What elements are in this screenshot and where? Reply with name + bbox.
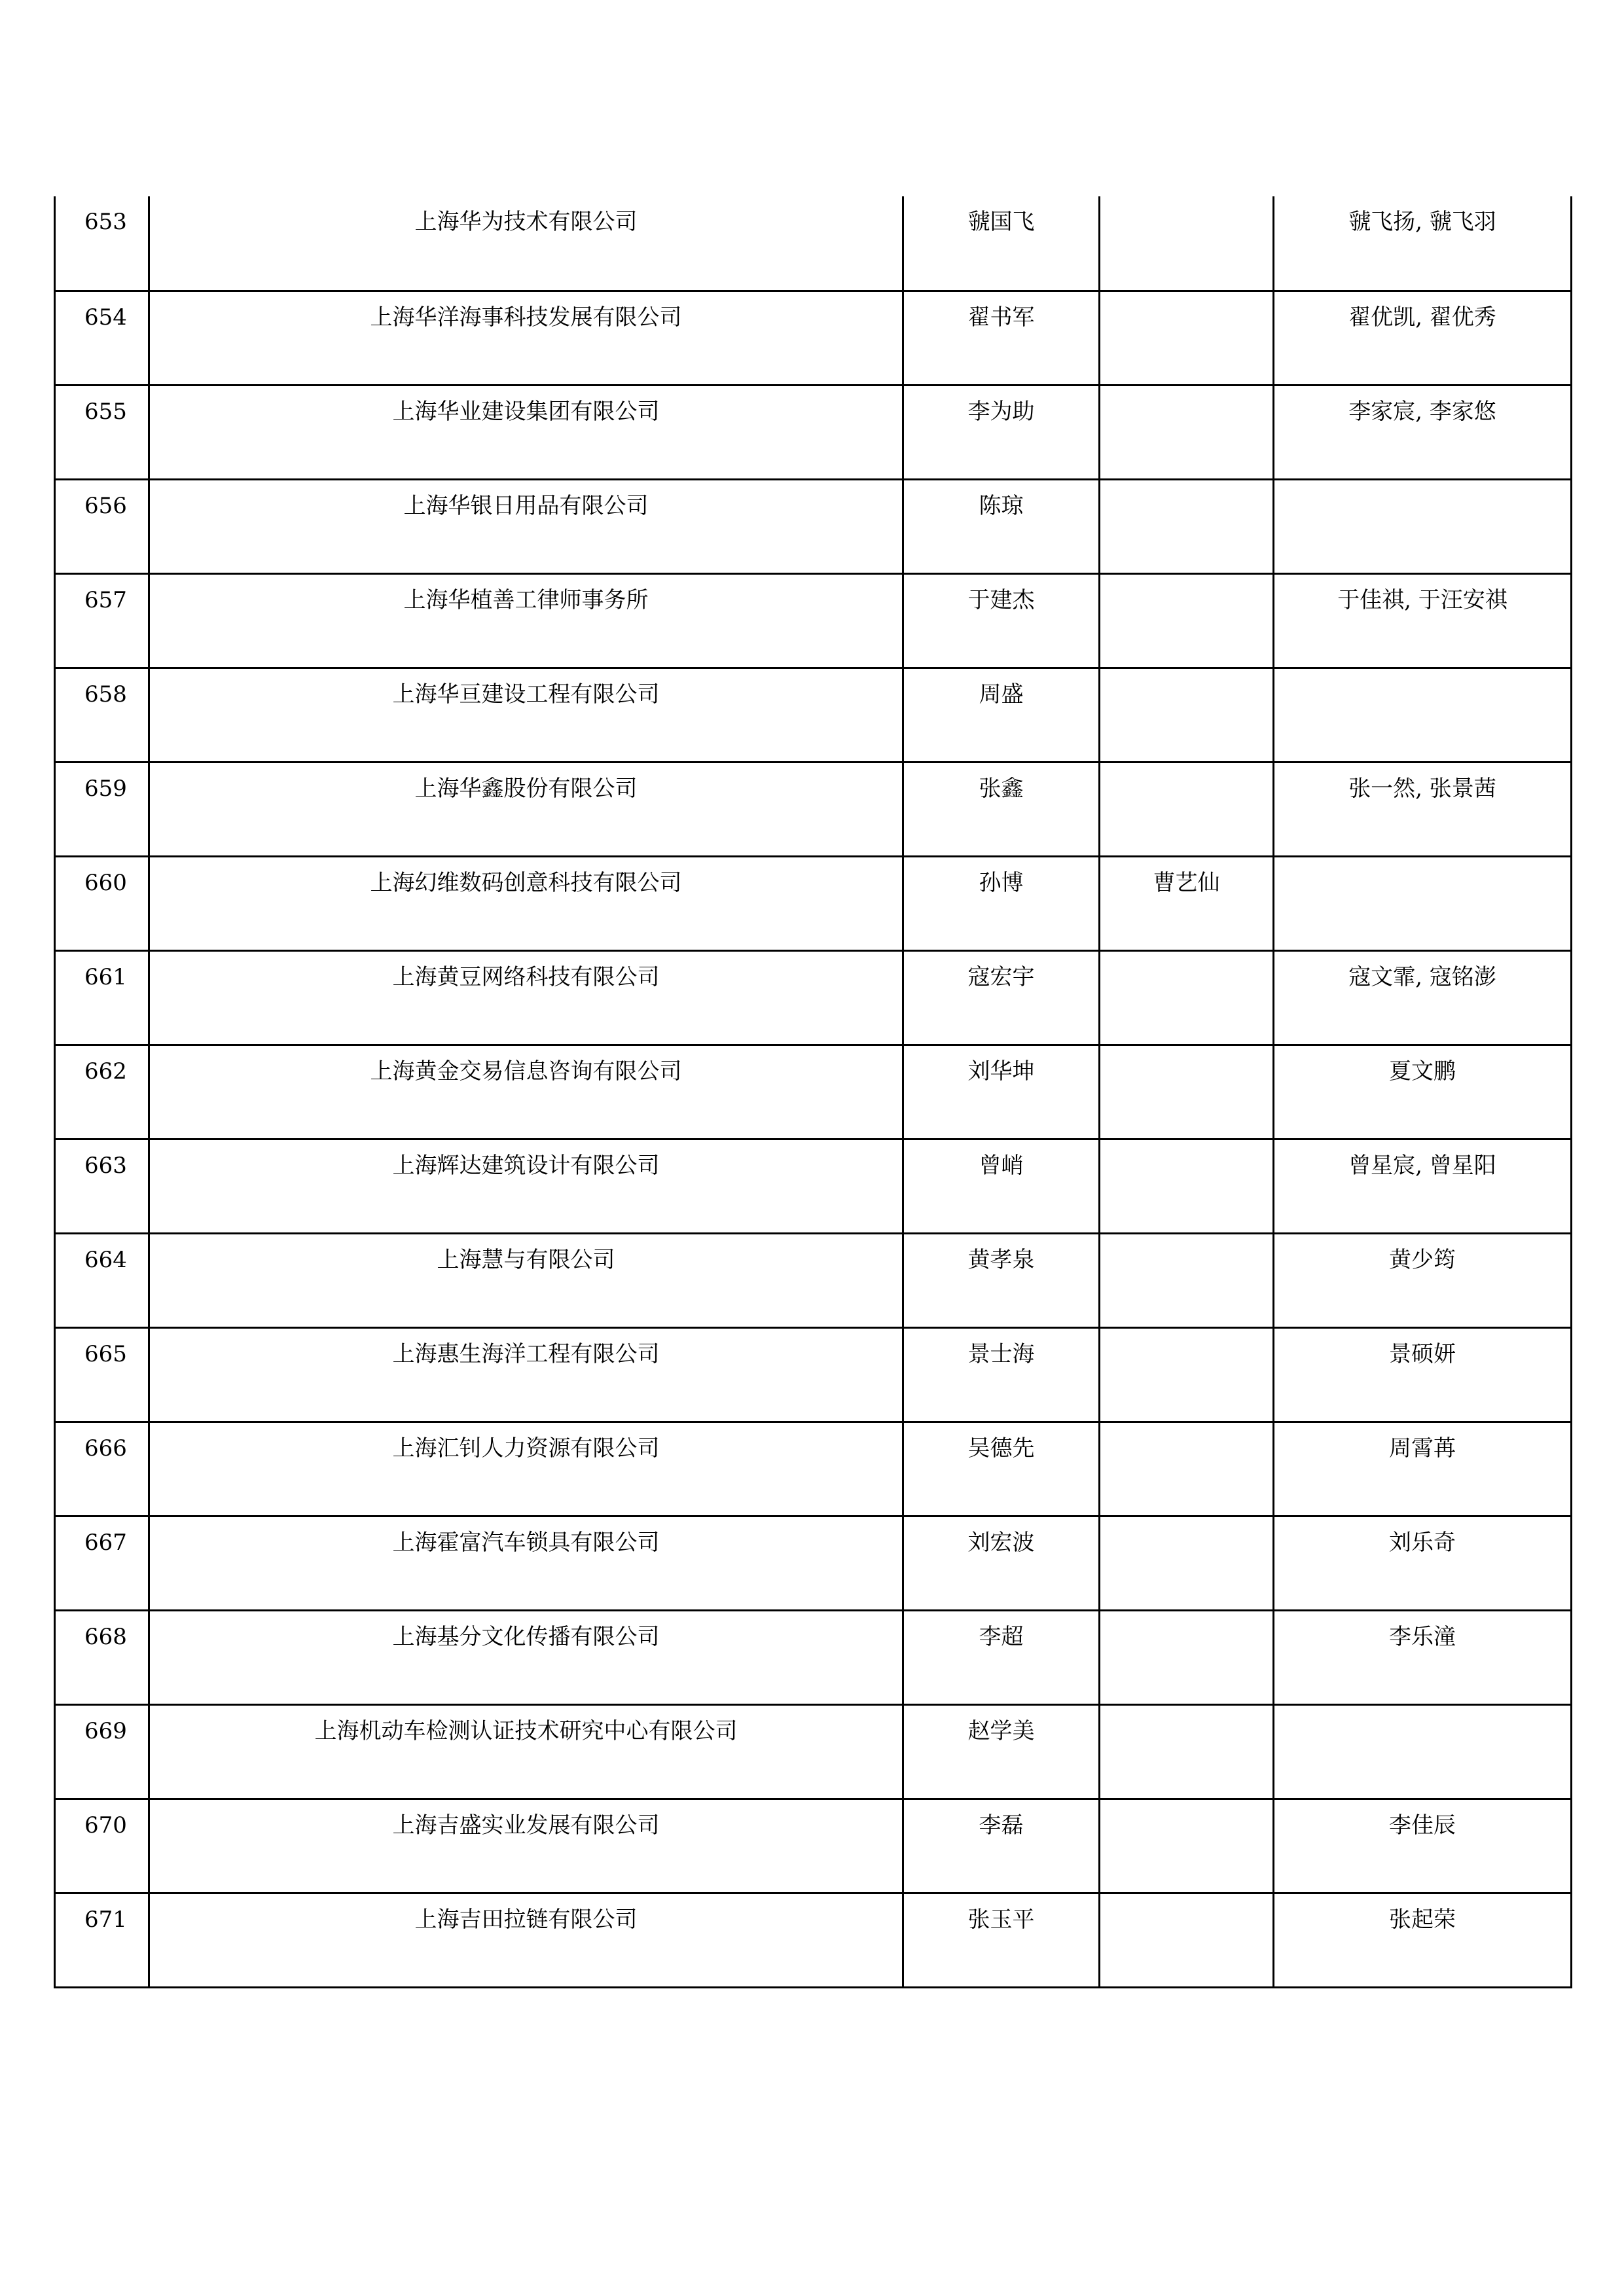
family-names-cell — [1274, 479, 1572, 573]
table-row — [55, 573, 1572, 668]
person-name-cell: 赵学美 — [903, 1704, 1100, 1799]
extra-name-cell — [1100, 1893, 1274, 1987]
extra-name-cell — [1100, 950, 1274, 1045]
row-number-cell: 663 — [55, 1139, 149, 1233]
row-number-cell: 661 — [55, 950, 149, 1045]
family-names-cell: 寇文霏, 寇铭澎 — [1274, 950, 1572, 1045]
company-name-cell: 上海华鑫股份有限公司 — [149, 762, 903, 856]
row-number-cell: 664 — [55, 1233, 149, 1327]
family-names-cell: 李乐潼 — [1274, 1610, 1572, 1704]
person-name-cell: 景士海 — [903, 1327, 1100, 1422]
extra-name-cell: 曹艺仙 — [1100, 856, 1274, 950]
table-row — [55, 1045, 1572, 1139]
person-name-cell: 刘华坤 — [903, 1045, 1100, 1139]
person-name-cell: 刘宏波 — [903, 1516, 1100, 1610]
table-row — [55, 1139, 1572, 1233]
row-number-cell: 667 — [55, 1516, 149, 1610]
row-number-cell: 669 — [55, 1704, 149, 1799]
extra-name-cell — [1100, 1610, 1274, 1704]
company-name-cell: 上海霍富汽车锁具有限公司 — [149, 1516, 903, 1610]
extra-name-cell — [1100, 1422, 1274, 1516]
extra-name-cell — [1100, 668, 1274, 762]
table-row — [55, 1799, 1572, 1893]
company-name-cell: 上海黄金交易信息咨询有限公司 — [149, 1045, 903, 1139]
extra-name-cell — [1100, 1799, 1274, 1893]
company-name-cell: 上海华银日用品有限公司 — [149, 479, 903, 573]
company-name-cell: 上海华为技术有限公司 — [149, 196, 903, 291]
family-names-cell: 景硕妍 — [1274, 1327, 1572, 1422]
table-row — [55, 1422, 1572, 1516]
extra-name-cell — [1100, 762, 1274, 856]
company-name-cell: 上海基分文化传播有限公司 — [149, 1610, 903, 1704]
person-name-cell: 张鑫 — [903, 762, 1100, 856]
extra-name-cell — [1100, 385, 1274, 479]
company-name-cell: 上海机动车检测认证技术研究中心有限公司 — [149, 1704, 903, 1799]
person-name-cell: 寇宏宇 — [903, 950, 1100, 1045]
row-number-cell: 662 — [55, 1045, 149, 1139]
family-names-cell: 虢飞扬, 虢飞羽 — [1274, 196, 1572, 291]
company-name-cell: 上海华业建设集团有限公司 — [149, 385, 903, 479]
table-row — [55, 1327, 1572, 1422]
extra-name-cell — [1100, 291, 1274, 385]
row-number-cell: 657 — [55, 573, 149, 668]
extra-name-cell — [1100, 1327, 1274, 1422]
person-name-cell: 吴德先 — [903, 1422, 1100, 1516]
table-row — [55, 196, 1572, 291]
family-names-cell: 黄少筠 — [1274, 1233, 1572, 1327]
table-row — [55, 479, 1572, 573]
family-names-cell: 曾星宸, 曾星阳 — [1274, 1139, 1572, 1233]
person-name-cell: 曾峭 — [903, 1139, 1100, 1233]
row-number-cell: 656 — [55, 479, 149, 573]
row-number-cell: 671 — [55, 1893, 149, 1987]
family-names-cell: 于佳祺, 于汪安祺 — [1274, 573, 1572, 668]
family-names-cell — [1274, 1704, 1572, 1799]
row-number-cell: 670 — [55, 1799, 149, 1893]
family-names-cell: 翟优凯, 翟优秀 — [1274, 291, 1572, 385]
table-row — [55, 1233, 1572, 1327]
extra-name-cell — [1100, 1045, 1274, 1139]
table-row — [55, 385, 1572, 479]
row-number-cell: 668 — [55, 1610, 149, 1704]
table-row — [55, 1893, 1572, 1987]
family-names-cell: 李佳辰 — [1274, 1799, 1572, 1893]
person-name-cell: 黄孝泉 — [903, 1233, 1100, 1327]
row-number-cell: 654 — [55, 291, 149, 385]
table-row — [55, 1516, 1572, 1610]
person-name-cell: 张玉平 — [903, 1893, 1100, 1987]
family-names-cell: 夏文鹏 — [1274, 1045, 1572, 1139]
company-name-cell: 上海华洋海事科技发展有限公司 — [149, 291, 903, 385]
family-names-cell: 张一然, 张景茜 — [1274, 762, 1572, 856]
table-row — [55, 1610, 1572, 1704]
row-number-cell: 655 — [55, 385, 149, 479]
row-number-cell: 665 — [55, 1327, 149, 1422]
person-name-cell: 周盛 — [903, 668, 1100, 762]
person-name-cell: 陈琼 — [903, 479, 1100, 573]
table-row — [55, 950, 1572, 1045]
roster-body — [55, 196, 1572, 1987]
family-names-cell: 张起荣 — [1274, 1893, 1572, 1987]
extra-name-cell — [1100, 479, 1274, 573]
extra-name-cell — [1100, 573, 1274, 668]
company-name-cell: 上海辉达建筑设计有限公司 — [149, 1139, 903, 1233]
company-name-cell: 上海慧与有限公司 — [149, 1233, 903, 1327]
row-number-cell: 666 — [55, 1422, 149, 1516]
person-name-cell: 于建杰 — [903, 573, 1100, 668]
family-names-cell — [1274, 856, 1572, 950]
company-name-cell: 上海黄豆网络科技有限公司 — [149, 950, 903, 1045]
person-name-cell: 孙博 — [903, 856, 1100, 950]
row-number-cell: 658 — [55, 668, 149, 762]
family-names-cell: 刘乐奇 — [1274, 1516, 1572, 1610]
row-number-cell: 653 — [55, 196, 149, 291]
company-name-cell: 上海惠生海洋工程有限公司 — [149, 1327, 903, 1422]
company-name-cell: 上海华亘建设工程有限公司 — [149, 668, 903, 762]
company-name-cell: 上海吉盛实业发展有限公司 — [149, 1799, 903, 1893]
person-name-cell: 李超 — [903, 1610, 1100, 1704]
person-name-cell: 翟书军 — [903, 291, 1100, 385]
row-number-cell: 660 — [55, 856, 149, 950]
family-names-cell: 李家宸, 李家悠 — [1274, 385, 1572, 479]
person-name-cell: 虢国飞 — [903, 196, 1100, 291]
roster-table — [54, 196, 1572, 1988]
row-number-cell: 659 — [55, 762, 149, 856]
company-name-cell: 上海汇钊人力资源有限公司 — [149, 1422, 903, 1516]
table-row — [55, 668, 1572, 762]
extra-name-cell — [1100, 1516, 1274, 1610]
extra-name-cell — [1100, 1139, 1274, 1233]
table-row — [55, 856, 1572, 950]
company-name-cell: 上海吉田拉链有限公司 — [149, 1893, 903, 1987]
extra-name-cell — [1100, 1704, 1274, 1799]
table-row — [55, 291, 1572, 385]
table-row — [55, 1704, 1572, 1799]
extra-name-cell — [1100, 196, 1274, 291]
table-row — [55, 762, 1572, 856]
family-names-cell — [1274, 668, 1572, 762]
extra-name-cell — [1100, 1233, 1274, 1327]
person-name-cell: 李为助 — [903, 385, 1100, 479]
person-name-cell: 李磊 — [903, 1799, 1100, 1893]
company-name-cell: 上海华植善工律师事务所 — [149, 573, 903, 668]
family-names-cell: 周霄苒 — [1274, 1422, 1572, 1516]
company-name-cell: 上海幻维数码创意科技有限公司 — [149, 856, 903, 950]
